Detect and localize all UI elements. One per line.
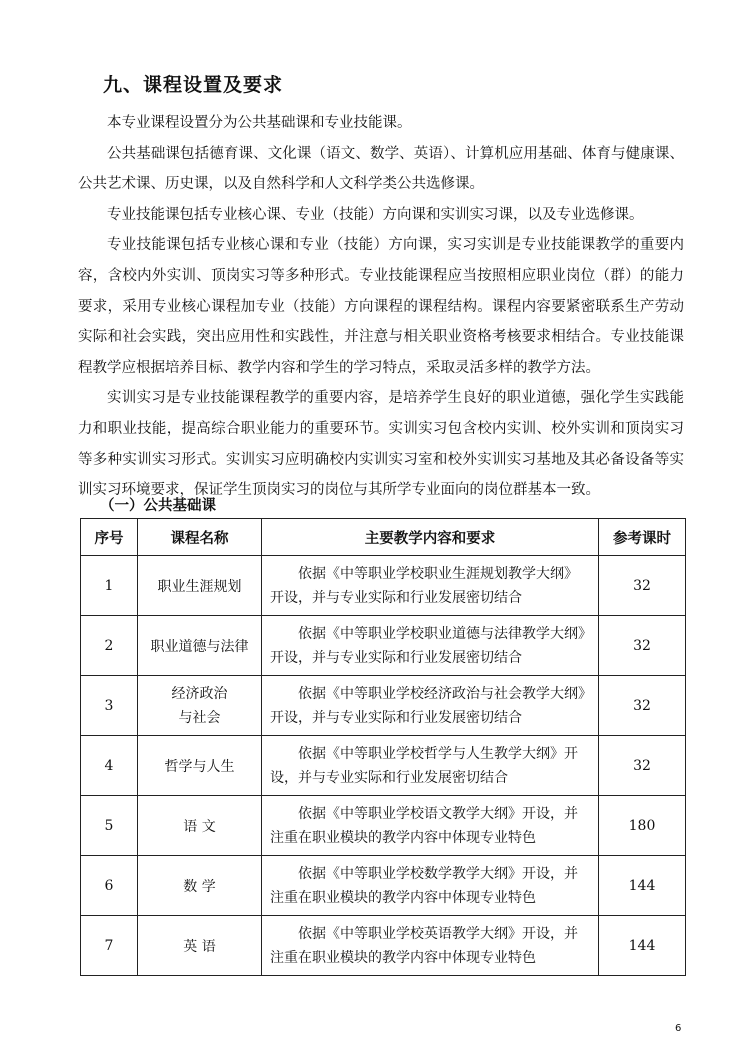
header-content: 主要教学内容和要求	[262, 519, 599, 556]
row-hours: 144	[599, 856, 686, 916]
table-row	[81, 556, 686, 616]
row-course-name: 职业生涯规划	[138, 556, 262, 616]
table-row	[81, 916, 686, 976]
row-course-name: 数 学	[138, 856, 262, 916]
row-course-name: 经济政治与社会	[138, 676, 262, 736]
row-hours: 144	[599, 916, 686, 976]
row-hours: 180	[599, 796, 686, 856]
row-course-name: 英 语	[138, 916, 262, 976]
row-no: 3	[81, 676, 138, 736]
row-content: 依据《中等职业学校哲学与人生教学大纲》开设，并与专业实际和行业发展密切结合	[262, 736, 599, 796]
page-number: 6	[675, 1023, 682, 1034]
section-heading: 九、课程设置及要求	[103, 74, 284, 96]
row-course-name: 语 文	[138, 796, 262, 856]
row-content: 依据《中等职业学校英语教学大纲》开设，并注重在职业模块的教学内容中体现专业特色	[262, 916, 599, 976]
table-row	[81, 736, 686, 796]
row-content: 依据《中等职业学校数学教学大纲》开设，并注重在职业模块的教学内容中体现专业特色	[262, 856, 599, 916]
paragraph-5: 实训实习是专业技能课程教学的重要内容，是培养学生良好的职业道德，强化学生实践能力和职业技能，提高综合职业能力的重要环节。实训实习包含校内实训、校外实训和顶岗实习等多种实训实习形式。实训实习应明确校内实训实习室和校外实训实习基地及其必备设备等实训实习环境要求，保证学生顶岗实习的岗位与其所学专业面向的岗位群基本一致。	[78, 390, 684, 499]
row-no: 1	[81, 556, 138, 616]
header-hours: 参考课时	[599, 519, 686, 556]
header-course-name: 课程名称	[138, 519, 262, 556]
row-no: 4	[81, 736, 138, 796]
row-content: 依据《中等职业学校职业生涯规划教学大纲》开设，并与专业实际和行业发展密切结合	[262, 556, 599, 616]
table-row	[81, 796, 686, 856]
paragraph-3: 专业技能课包括专业核心课、专业（技能）方向课和实训实习课，以及专业选修课。	[107, 206, 644, 223]
table-header-row	[81, 519, 686, 556]
paragraph-1: 本专业课程设置分为公共基础课和专业技能课。	[107, 115, 412, 131]
row-content: 依据《中等职业学校经济政治与社会教学大纲》开设，并与专业实际和行业发展密切结合	[262, 676, 599, 736]
table-row	[81, 676, 686, 736]
table-row	[81, 856, 686, 916]
row-no: 7	[81, 916, 138, 976]
row-no: 2	[81, 616, 138, 676]
row-hours: 32	[599, 556, 686, 616]
row-hours: 32	[599, 736, 686, 796]
row-course-name: 哲学与人生	[138, 736, 262, 796]
header-no: 序号	[81, 519, 138, 556]
row-hours: 32	[599, 676, 686, 736]
row-content: 依据《中等职业学校职业道德与法律教学大纲》开设，并与专业实际和行业发展密切结合	[262, 616, 599, 676]
row-no: 6	[81, 856, 138, 916]
row-course-name: 职业道德与法律	[138, 616, 262, 676]
row-content: 依据《中等职业学校语文教学大纲》开设，并注重在职业模块的教学内容中体现专业特色	[262, 796, 599, 856]
row-no: 5	[81, 796, 138, 856]
row-hours: 32	[599, 616, 686, 676]
subsection-heading: （一）公共基础课	[100, 498, 216, 514]
paragraph-2: 公共基础课包括德育课、文化课（语文、数学、英语）、计算机应用基础、体育与健康课、公共艺术课、历史课，以及自然科学和人文科学类公共选修课。	[78, 145, 684, 193]
paragraph-4: 专业技能课包括专业核心课和专业（技能）方向课，实习实训是专业技能课教学的重要内容，含校内外实训、顶岗实习等多种形式。专业技能课程应当按照相应职业岗位（群）的能力要求，采用专业核心课程加专业（技能）方向课程的课程结构。课程内容要紧密联系生产劳动实际和社会实践，突出应用性和实践性，并注意与相关职业资格考核要求相结合。专业技能课程教学应根据培养目标、教学内容和学生的学习特点，采取灵活多样的教学方法。	[78, 237, 684, 376]
section-body	[78, 108, 684, 506]
course-table	[80, 518, 686, 976]
table-row	[81, 616, 686, 676]
